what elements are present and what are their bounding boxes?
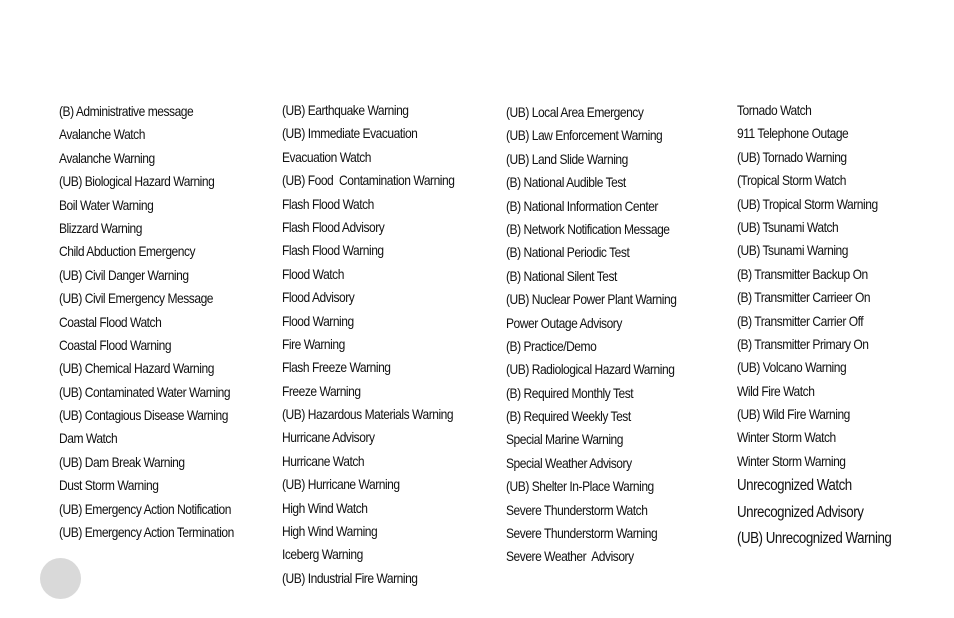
- event-item: (Tropical Storm Watch: [737, 172, 846, 189]
- event-item: Iceberg Warning: [282, 546, 363, 563]
- event-item: Flash Flood Warning: [282, 242, 384, 259]
- event-item: (UB) Unrecognized Warning: [737, 529, 892, 547]
- event-item: Hurricane Advisory: [282, 429, 375, 446]
- event-item: Tornado Watch: [737, 102, 812, 118]
- event-item: (B) Transmitter Carrier Off: [737, 312, 864, 329]
- event-item: Boil Water Warning: [59, 196, 154, 213]
- event-item: (UB) Emergency Action Notification: [59, 500, 231, 517]
- event-item: (UB) Dam Break Warning: [59, 453, 185, 470]
- event-item: Unrecognized Advisory: [737, 503, 864, 521]
- event-item: (UB) Local Area Emergency: [506, 104, 644, 120]
- event-item: Coastal Flood Watch: [59, 313, 162, 330]
- event-item: Child Abduction Emergency: [59, 243, 196, 260]
- event-list-column-2: [282, 99, 483, 590]
- event-item: Winter Storm Warning: [737, 452, 846, 469]
- event-item: Severe Thunderstorm Warning: [506, 525, 658, 542]
- event-item: (UB) Tsunami Warning: [737, 242, 848, 259]
- event-item: Winter Storm Watch: [737, 429, 836, 446]
- event-item: (UB) Immediate Evacuation: [282, 125, 418, 142]
- event-item: (UB) Contagious Disease Warning: [59, 407, 228, 424]
- event-item: High Wind Warning: [282, 523, 378, 540]
- event-item: (B) Required Monthly Test: [506, 384, 634, 401]
- event-item: (UB) Contaminated Water Warning: [59, 383, 231, 400]
- event-item: 911 Telephone Outage: [737, 125, 849, 142]
- event-item: Power Outage Advisory: [506, 314, 622, 331]
- event-item: Avalanche Watch: [59, 126, 145, 143]
- event-item: Dust Storm Warning: [59, 477, 159, 494]
- event-item: (UB) Civil Emergency Message: [59, 290, 214, 307]
- event-item: (UB) Wild Fire Warning: [737, 406, 850, 423]
- event-item: (B) Transmitter Carrieer On: [737, 289, 871, 306]
- event-item: (UB) Tropical Storm Warning: [737, 195, 878, 212]
- event-item: (B) National Audible Test: [506, 174, 626, 191]
- event-list-column-4: [737, 99, 917, 552]
- event-item: (UB) Shelter In-Place Warning: [506, 478, 654, 495]
- event-item: (UB) Hazardous Materials Warning: [282, 406, 454, 423]
- event-item: Evacuation Watch: [282, 148, 372, 165]
- event-item: Wild Fire Watch: [737, 382, 815, 399]
- event-item: (UB) Land Slide Warning: [506, 150, 628, 167]
- event-item: (UB) Law Enforcement Warning: [506, 127, 663, 144]
- event-item: Special Marine Warning: [506, 431, 623, 448]
- event-item: Flash Freeze Warning: [282, 359, 391, 376]
- event-item: Flood Warning: [282, 312, 354, 329]
- event-item: Unrecognized Watch: [737, 477, 852, 495]
- event-item: (UB) Biological Hazard Warning: [59, 173, 215, 190]
- event-item: Hurricane Watch: [282, 452, 365, 469]
- event-item: (UB) Hurricane Warning: [282, 476, 400, 493]
- event-item: (UB) Tornado Warning: [737, 148, 847, 165]
- event-item: Severe Weather Advisory: [506, 548, 634, 565]
- event-item: (B) Administrative message: [59, 103, 194, 119]
- event-item: (B) Transmitter Backup On: [737, 265, 868, 282]
- event-item: (B) National Periodic Test: [506, 244, 630, 261]
- event-item: (UB) Food Contamination Warning: [282, 172, 455, 189]
- event-item: Special Weather Advisory: [506, 454, 632, 471]
- event-item: (UB) Volcano Warning: [737, 359, 847, 376]
- event-item: (B) Network Notification Message: [506, 220, 670, 237]
- event-item: Coastal Flood Warning: [59, 336, 172, 353]
- event-item: (UB) Nuclear Power Plant Warning: [506, 291, 677, 308]
- page-marker: [40, 558, 81, 599]
- event-item: Flood Watch: [282, 265, 344, 282]
- event-item: High Wind Watch: [282, 499, 368, 516]
- event-list-column-3: [506, 101, 704, 569]
- event-item: Severe Thunderstorm Watch: [506, 501, 648, 518]
- event-item: (UB) Industrial Fire Warning: [282, 569, 418, 586]
- event-item: Flood Advisory: [282, 289, 355, 306]
- event-item: (B) National Silent Test: [506, 267, 617, 284]
- event-item: Flash Flood Advisory: [282, 218, 385, 235]
- event-item: (UB) Tsunami Watch: [737, 218, 839, 235]
- event-item: Dam Watch: [59, 430, 118, 447]
- event-item: Flash Flood Watch: [282, 195, 374, 212]
- event-item: Fire Warning: [282, 335, 345, 352]
- event-item: Blizzard Warning: [59, 219, 142, 236]
- event-item: (B) Required Weekly Test: [506, 408, 631, 425]
- event-item: Avalanche Warning: [59, 149, 155, 166]
- event-item: (UB) Civil Danger Warning: [59, 266, 189, 283]
- event-item: (UB) Earthquake Warning: [282, 102, 409, 118]
- event-item: (B) Transmitter Primary On: [737, 335, 869, 352]
- event-item: (B) National Information Center: [506, 197, 658, 214]
- event-item: (UB) Radiological Hazard Warning: [506, 361, 675, 378]
- event-list-column-1: [59, 100, 262, 544]
- event-item: (B) Practice/Demo: [506, 337, 597, 354]
- event-item: (UB) Chemical Hazard Warning: [59, 360, 214, 377]
- event-item: Freeze Warning: [282, 382, 361, 399]
- event-item: (UB) Emergency Action Termination: [59, 524, 234, 541]
